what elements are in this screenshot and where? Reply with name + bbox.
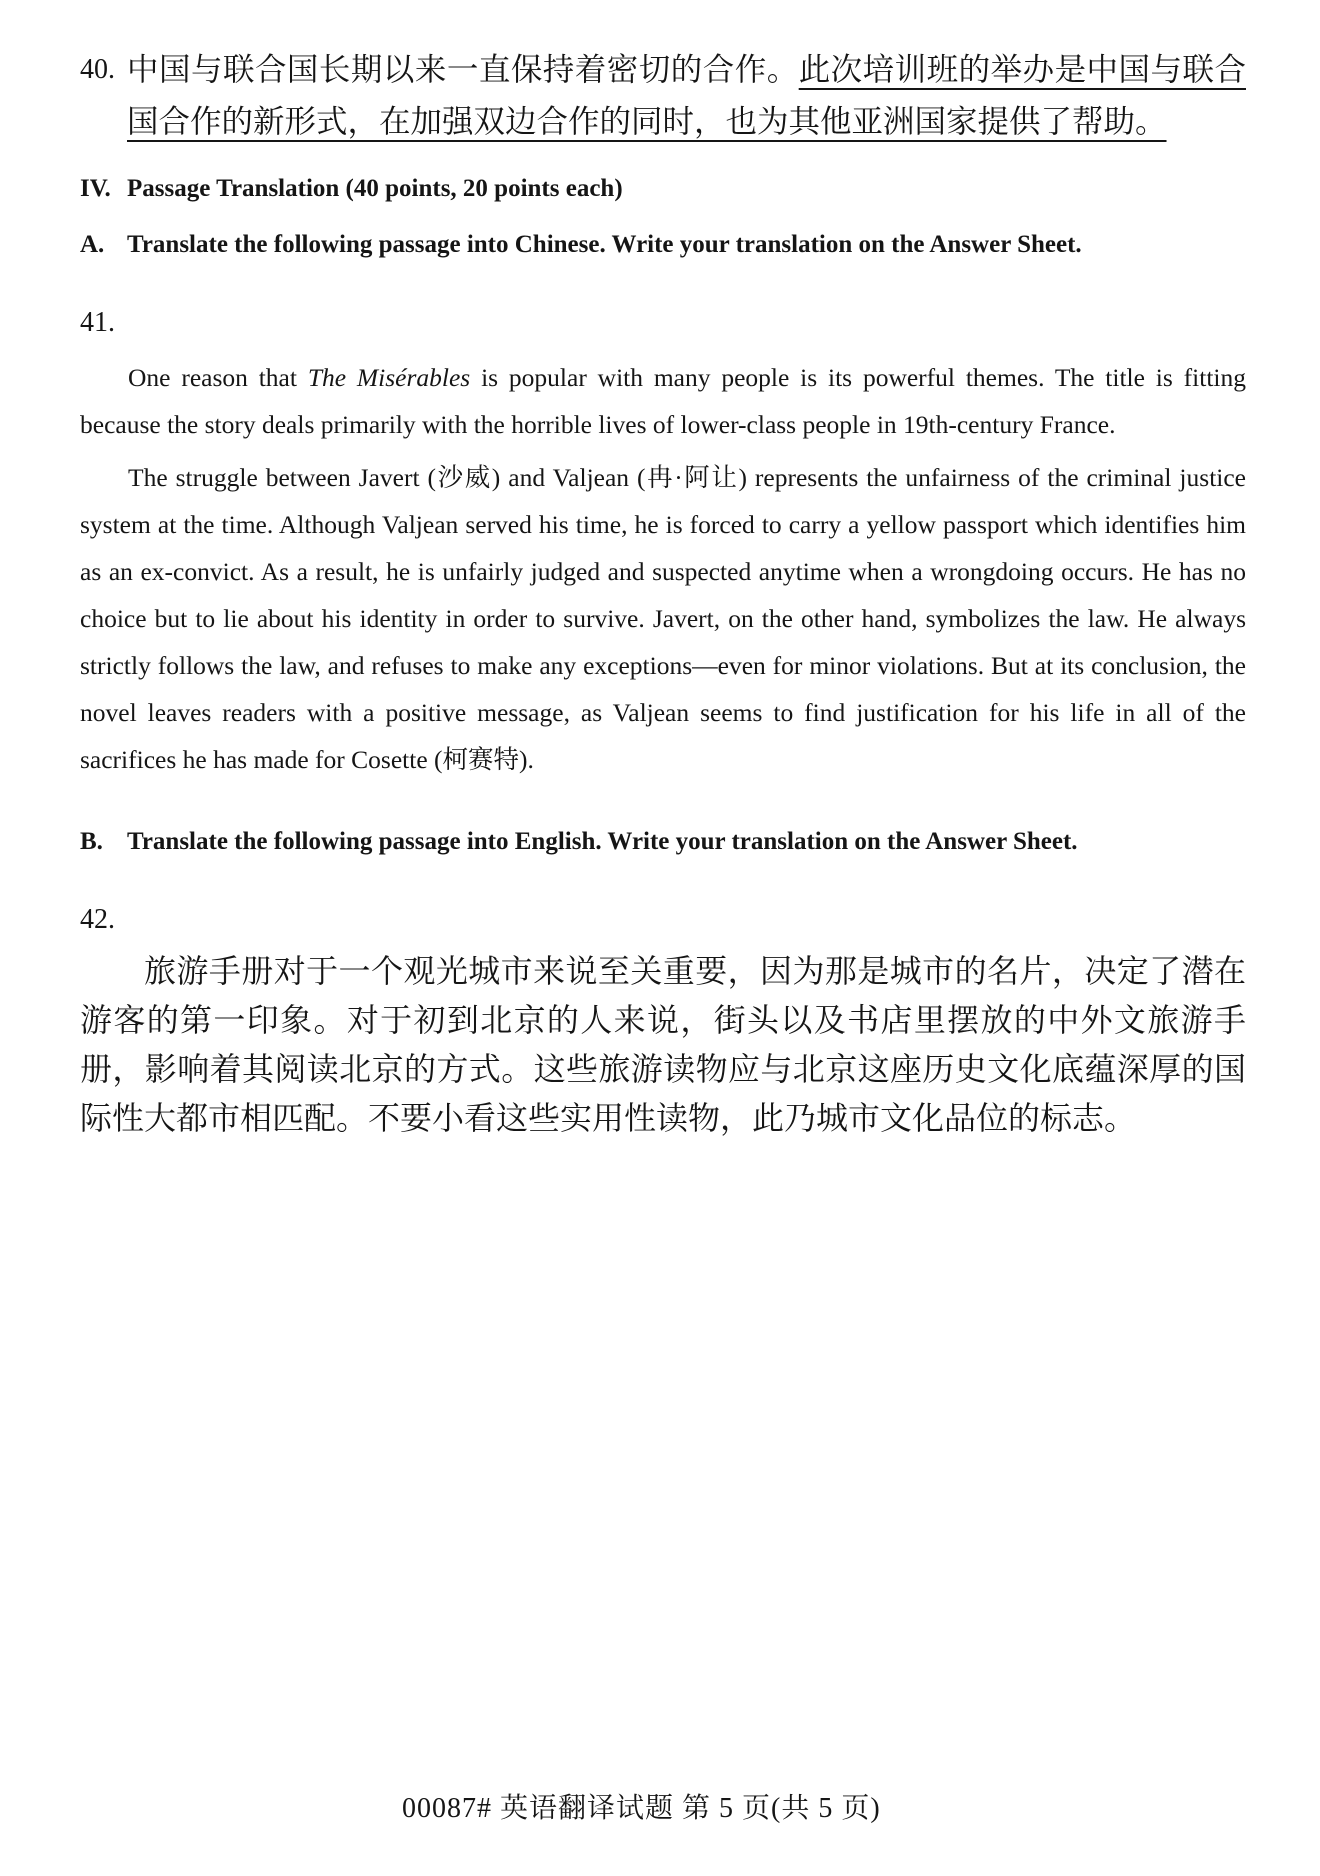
part-a-heading (80, 222, 1246, 268)
passage-41-p1-lead: One reason that (128, 363, 308, 392)
question-42-number: 42. (80, 904, 115, 935)
question-40 (80, 44, 1246, 148)
section-iv-title: Passage Translation (40 points, 20 points each) (127, 175, 623, 202)
page-footer: 00087# 英语翻译试题 第 5 页(共 5 页) (402, 1793, 881, 1824)
section-iv-heading (80, 166, 1246, 212)
question-40-text (127, 52, 1246, 139)
part-b-instruction: Translate the following passage into English. Write your translation on the Answer Sheet. (127, 828, 1078, 855)
question-40-underlined-text: 此次培训班的举办是中国与联合国合作的新形式，在加强双边合作的同时，也为其他亚洲国家提供了帮助。 (127, 52, 1246, 139)
part-b-label: B. (80, 828, 103, 855)
part-a-label: A. (80, 231, 105, 258)
question-41-number: 41. (80, 307, 115, 338)
part-b-heading (80, 819, 1246, 865)
question-40-number: 40. (80, 54, 115, 85)
passage-41-paragraph-2: The struggle between Javert (沙威) and Valjean (冉·阿让) represents the unfairness of the criminal justice system at the time. Although Valjean served his time, he is forced to carry a yellow passport which identifies him as an ex-convict. As a result, he is unfairly judged and suspected anytime when a wrongdoing occurs. He has no choice but to lie about his identity in order to survive. Javert, on the other hand, symbolizes the law. He always strictly follows the law, and refuses to make any exceptions—even for minor violations. But at its conclusion, the novel leaves readers with a positive message, as Valjean seems to find justification for his life in all of the sacrifices he has made for Cosette (柯赛特). (80, 463, 1246, 774)
page-content (80, 44, 1246, 1143)
section-iv-label: IV. (80, 175, 111, 202)
book-title-italic: The Misérables (307, 363, 471, 392)
question-40-normal-text: 中国与联合国长期以来一直保持着密切的合作。 (127, 52, 799, 87)
passage-41-paragraph-1 (80, 354, 1246, 448)
passage-42-paragraph: 旅游手册对于一个观光城市来说至关重要，因为那是城市的名片，决定了潜在游客的第一印象。对于初到北京的人来说，街头以及书店里摆放的中外文旅游手册，影响着其阅读北京的方式。这些旅游读物应与北京这座历史文化底蕴深厚的国际性大都市相匹配。不要小看这些实用性读物，此乃城市文化品位的标志。 (80, 953, 1246, 1136)
part-a-instruction: Translate the following passage into Chinese. Write your translation on the Answer Sheet. (127, 231, 1082, 258)
passage-41-p1-rest: is popular with many people is its powerful themes. The title is fitting because the story deals primarily with the horrible lives of lower-class people in 19th-century France. (80, 363, 1246, 439)
